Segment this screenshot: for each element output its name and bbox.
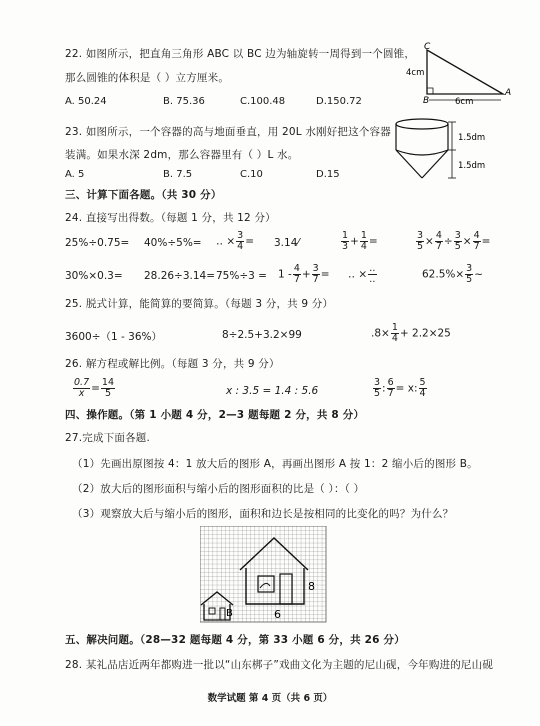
- q22-option-c: C.100.48: [240, 96, 286, 107]
- q25-title: 25. 脱式计算，能简算的要简算。（每题 3 分，共 9 分）: [65, 298, 334, 310]
- q24-r1-4: 3.14⁄: [274, 237, 300, 249]
- q22-option-d: D.150.72: [316, 96, 362, 107]
- q25-expr-2: 8÷2.5+3.2×99: [222, 329, 302, 341]
- q24-r1-1: 25%÷0.75=: [65, 237, 130, 249]
- label-4cm: 4cm: [406, 68, 425, 78]
- q23-option-c: C.10: [240, 169, 263, 180]
- grid-figure: [200, 526, 334, 626]
- page-footer: 数学试题 第 4 页（共 6 页）: [207, 693, 333, 704]
- section-4-title: 四、操作题。（第 1 小题 4 分，2—3 题每题 2 分，共 8 分）: [65, 409, 365, 421]
- q26-expr-1: $\frac{0.7}{x}$ = $\frac{14}{5}$: [74, 377, 115, 399]
- grid-label-b: B: [226, 608, 233, 619]
- q24-title: 24. 直接写出得数。（每题 1 分，共 12 分）: [65, 212, 276, 224]
- q28-line: 28. 某礼品店近两年都购进一批以“山东梆子”戏曲文化为主题的尼山砚，今年购进的尼山砚: [65, 659, 494, 671]
- q24-r1-6: $\frac{3}{5}$ × $\frac{4}{7}$ ÷ $\frac{3}{5}$ × $\frac{4}{7}$ =: [417, 230, 491, 252]
- section-5-title: 五、解决问题。（28—32 题每题 4 分，第 33 小题 6 分，共 26 分）: [65, 634, 405, 646]
- q24-r1-3: ‥ × $\frac{3}{4}$ =: [216, 230, 255, 252]
- q22-option-b: B. 75.36: [163, 96, 205, 107]
- q27-part-3: （3）观察放大后与缩小后的图形，面积和边长是按相同的比变化的吗？为什么？: [72, 508, 454, 520]
- q27-title: 27.完成下面各题.: [65, 432, 151, 444]
- label-b: B: [423, 96, 430, 106]
- q23-option-d: D.15: [316, 169, 340, 180]
- q26-title: 26. 解方程或解比例。（每题 3 分，共 9 分）: [65, 358, 280, 370]
- q24-r2-2: 28.26÷3.14=: [144, 270, 216, 282]
- grid-label-8: 8: [308, 580, 315, 593]
- label-top-1-5dm: 1.5dm: [458, 133, 486, 143]
- q24-r2-3: 75%÷3 =: [216, 270, 267, 282]
- grid-label-6: 6: [274, 608, 281, 621]
- q26-expr-2: x : 3.5 = 1.4 : 5.6: [226, 385, 319, 397]
- q24-r2-4: 1 - $\frac{4}{7}$ + $\frac{3}{7}$ =: [278, 263, 330, 285]
- section-3-title: 三、计算下面各题。（共 30 分）: [65, 189, 222, 201]
- label-bottom-1-5dm: 1.5dm: [458, 161, 486, 171]
- label-a: A: [505, 88, 512, 98]
- q26-expr-3: $\frac{3}{5}$ : $\frac{6}{7}$ = x: $\frac{5}{4}$: [374, 377, 426, 399]
- q23-line2: 装满。如果水深 2dm，那么容器里有（ ）L 水。: [65, 149, 299, 161]
- q27-part-2: （2）放大后的图形面积与缩小后的图形面积的比是（ ）：（ ）: [72, 483, 365, 495]
- container-figure: [388, 114, 508, 186]
- q24-r1-2: 40%÷5%=: [144, 237, 202, 249]
- q22-line1: 22. 如图所示，把直角三角形 ABC 以 BC 边为轴旋转一周得到一个圆锥，: [65, 48, 416, 60]
- q27-part-1: （1）先画出原图按 4：1 放大后的图形 A，再画出图形 A 按 1：2 缩小后的图形 B。: [72, 458, 478, 470]
- q25-expr-3: .8× $\frac{1}{4}$ + 2.2×25: [371, 322, 451, 344]
- q23-option-b: B. 7.5: [163, 169, 193, 180]
- label-c: C: [424, 42, 431, 52]
- q22-line2: 那么圆锥的体积是（ ）立方厘米。: [65, 72, 230, 84]
- q25-expr-1: 3600÷（1 - 36%）: [65, 331, 163, 343]
- q24-r2-1: 30%×0.3=: [65, 270, 123, 282]
- label-6cm: 6cm: [455, 97, 474, 107]
- q24-r2-6: 62.5%× $\frac{3}{5}$ ~: [422, 263, 484, 285]
- triangle-figure: [405, 40, 515, 108]
- q24-r2-5: ‥ × $\frac{‥}{‥}$: [348, 263, 376, 285]
- q24-r1-5: $\frac{1}{3}$ + $\frac{1}{4}$ =: [342, 230, 378, 252]
- q22-option-a: A. 50.24: [65, 96, 107, 107]
- q23-option-a: A. 5: [65, 169, 85, 180]
- q23-line1: 23. 如图所示，一个容器的高与地面垂直，用 20L 水刚好把这个容器: [65, 126, 391, 138]
